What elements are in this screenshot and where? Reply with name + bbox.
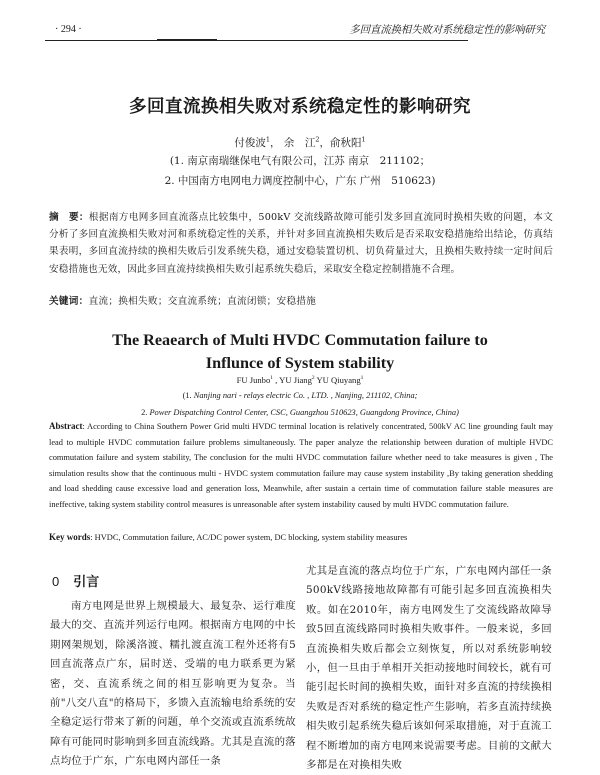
author-sup: 1 [265, 135, 270, 144]
header-divider [45, 40, 468, 41]
affiliation-text: Nanjing nari - relays electric Co. , LTD. , Nanjing, 211102, China; [193, 391, 418, 400]
affiliation-prefix: (1. [182, 391, 194, 400]
chinese-authors: 付俊波$^1$， 余 江$^2$，俞秋阳$^1$ [234, 135, 366, 149]
affiliation-prefix: 2. [141, 408, 150, 417]
english-title-line-2: Influnce of System stability [205, 354, 395, 372]
author-sup: 1 [360, 375, 364, 382]
author-name: 余 江 [283, 137, 316, 149]
english-abstract-text: : According to China Southern Power Grid multi HVDC terminal location is relatively concentrated, 500kV AC line grounding fault may lead to multiple HVDC commutation failure problems simultaneously. The paper analyze the relationship between duration of multiple HVDC commutation failure and system stability, The conclusion for the multi HVDC commutation failure whether need to take measures is given , The simulation results show that the continuous multi - HVDC system commutation failure may cause system instability ,By taking generation shedding and load shedding cause excessive load and generation loss, Meanwhile, after sustain a certain time of commutation failure stable measures are ineffective, taking system stability control measures is unreasonable after system instability caused by multi HVDC commutation failure. [49, 422, 553, 509]
english-keywords-label: Key words [49, 532, 91, 542]
section-number: 0 [52, 574, 60, 589]
running-title: 多回直流换相失败对系统稳定性的影响研究 [349, 24, 545, 36]
english-authors: FU Junbo$^1$ , YU Jiang$^2$ YU Qiuyang$^1$ [236, 375, 364, 385]
author-name: YU Jiang [279, 375, 312, 385]
header-bar [45, 24, 545, 40]
chinese-abstract [49, 209, 553, 278]
chinese-abstract-text: 根据南方电网多回直流落点比较集中，500kV 交流线路故障可能引发多回直流同时换相失败的问题，本文分析了多回直流换相失败对河和系统稳定性的关系，并针对多回直流换相失败后是否采取安稳措施给出结论，仿真结果表明，多回直流持续的换相失败后引发系统失稳，通过安稳装置切机、切负荷量过大，且换相失败持续一定时间后安稳措施也无效，因此多回直流持续换相失败引起系统失稳后，采取安全稳定控制措施不合理。 [49, 212, 553, 275]
english-affiliation-2 [0, 408, 600, 417]
author-name: 付俊波 [234, 137, 266, 149]
english-abstract-label: Abstract [49, 421, 83, 431]
author-sup: 1 [270, 375, 274, 382]
body-right-column: 尤其是直流的落点均位于广东，广东电网内部任一条500kV线路接地故障都有可能引起多回直流换相失败。如在2010年，南方电网发生了交流线路故障导致5回直流线路同时换相失败事件。一般来说，多回直流换相失败后都会立刻恢复，所以对系统影响较小，但一旦由于单相开关拒动接地时间较长，就有可能引起长时间的换相失败，面针对多直流的持续换相失败是否对系统的稳定性产生影响，若多直流持续换相失败引起系统失稳后该如何采取措施，对于直流工程不断增加的南方电网来说需要考虑。目前的文献大多都是在对换相失败 [306, 565, 552, 772]
author-sup: 1 [361, 135, 366, 144]
author-sup: 2 [311, 375, 315, 382]
header-divider-accent [157, 39, 217, 41]
author-name: YU Qiuyang [316, 375, 361, 385]
author-sup: 2 [315, 135, 320, 144]
chinese-affiliation-2: 2. 中国南方电网电力调度控制中心，广东 广州 510623) [164, 175, 436, 187]
section-title: 引言 [73, 575, 100, 590]
english-keywords [49, 532, 553, 542]
body-left-column: 南方电网是世界上规模最大、最复杂、运行难度最大的交、直流并列运行电网。根据南方电网的中长期网架规划，除溪洛渡、糯扎渡直流工程外还将有5回直流落点广东，届时送、受端的电力联系更为紧密，交、直流系统之间的相互影响更为复杂。当前"八交八直"的格局下，多馈入直流输电给系统的安全稳定运行带来了新的问题，单个交流或直流系统故障有可能同时影响到多回直流线路。尤其是直流的落点均位于广东，广东电网内部任一条 [50, 600, 296, 768]
affiliation-text: Power Dispatching Control Center, CSC, Guangzhou 510623, Guangdong Province, China) [149, 408, 459, 417]
english-title-line-1: The Reaearch of Multi HVDC Commutation failure to [112, 331, 488, 349]
author-name: 俞秋阳 [329, 137, 362, 149]
chinese-keywords [49, 293, 553, 307]
author-name: FU Junbo [236, 375, 271, 385]
chinese-title: 多回直流换相失败对系统稳定性的影响研究 [129, 97, 471, 117]
english-affiliation-1 [0, 391, 600, 400]
chinese-abstract-label: 摘 要： [49, 212, 89, 223]
chinese-keywords-text: 直流；换相失败；交直流系统；直流闭锁；安稳措施 [88, 296, 317, 307]
chinese-affiliation-1: (1. 南京南瑞继保电气有限公司，江苏 南京 211102； [169, 155, 431, 167]
section-heading [52, 571, 99, 590]
chinese-keywords-label: 关键词： [49, 296, 89, 307]
page-number: · 294 · [55, 24, 82, 35]
english-keywords-text: : HVDC, Commutation failure, AC/DC power system, DC blocking, system stability measures [90, 533, 408, 542]
english-abstract [49, 419, 553, 513]
